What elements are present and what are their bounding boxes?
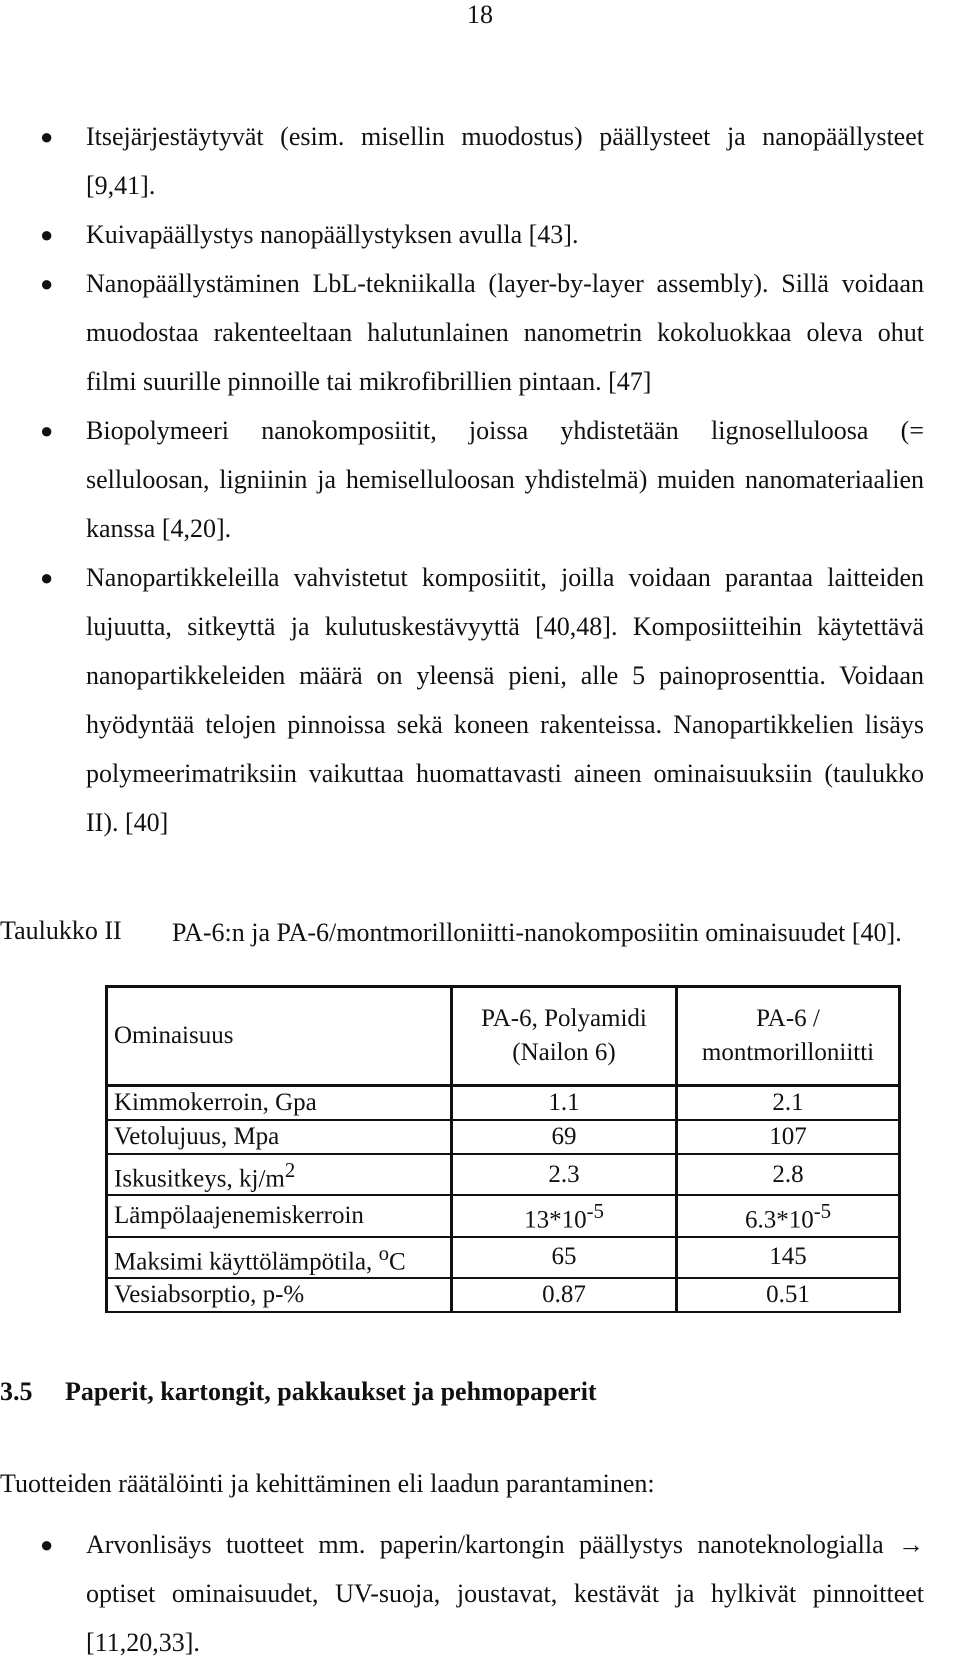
list-item-text: Biopolymeeri nanokomposiitit, joissa yhdistetään lignoselluloosa (= selluloosan, ligniinin ja hemiselluloosan yhdistelmä) muiden nanomateriaalien kanssa [4,20]. xyxy=(86,416,924,543)
cell-pa6-mmt: 145 xyxy=(677,1237,900,1278)
bullet-list xyxy=(38,112,924,847)
cell-pa6: 0.87 xyxy=(452,1278,677,1312)
cell-pa6: 69 xyxy=(452,1120,677,1154)
bullet-icon: ● xyxy=(40,124,54,149)
cell-pa6-mmt: 2.8 xyxy=(677,1154,900,1195)
cell-pa6-text: 13*10 xyxy=(524,1206,587,1234)
cell-pa6-mmt-sup: -5 xyxy=(813,1199,832,1224)
cell-pa6-sup: -5 xyxy=(586,1199,604,1224)
cell-property: Kimmokerroin, Gpa xyxy=(107,1086,452,1121)
table-row xyxy=(107,1120,900,1154)
list-item-text: Nanopäällystäminen LbL-tekniikalla (layer-by-layer assembly). Sillä voidaan muodostaa rakenteeltaan halutunlainen nanometrin kokoluokkaa oleva ohut filmi suurille pinnoille tai mikrofibrillien pintaan. [47] xyxy=(86,269,924,396)
list-item-text: Arvonlisäys tuotteet mm. paperin/kartongin päällystys nanoteknologialla → optiset ominaisuudet, UV-suoja, joustavat, kestävät ja hylkivät pinnoitteet [11,20,33]. xyxy=(86,1530,924,1657)
cell-pa6-mmt: 0.51 xyxy=(677,1278,900,1312)
section-number: 3.5 xyxy=(0,1377,33,1406)
table-header-row xyxy=(107,987,900,1086)
cell-pa6-mmt-text: 6.3*10 xyxy=(744,1206,814,1234)
bullet-list-2 xyxy=(38,1520,924,1667)
bullet-icon: ● xyxy=(40,418,54,443)
properties-table xyxy=(105,985,901,1313)
cell-property: Vesiabsorptio, p-% xyxy=(107,1278,452,1312)
cell-pa6-mmt: 107 xyxy=(677,1120,900,1154)
intro-paragraph: Tuotteiden räätälöinti ja kehittäminen eli laadun parantaminen: xyxy=(0,1469,655,1498)
cell-pa6-mmt xyxy=(677,1195,900,1236)
section-title: Paperit, kartongit, pakkaukset ja pehmopaperit xyxy=(65,1377,597,1406)
cell-property-tail: C xyxy=(388,1247,406,1275)
cell-property-sup: 2 xyxy=(284,1158,296,1182)
list-item-text: Itsejärjestäytyvät (esim. misellin muodostus) päällysteet ja nanopäällysteet [9,41]. xyxy=(86,122,924,200)
bullet-icon: ● xyxy=(40,565,54,590)
table-row xyxy=(107,1237,900,1278)
table-row xyxy=(107,1195,900,1236)
list-item xyxy=(38,553,924,847)
list-item xyxy=(38,259,924,406)
table-caption-label: Taulukko II xyxy=(0,916,122,945)
bullet-icon: ● xyxy=(40,1532,54,1557)
cell-pa6: 1.1 xyxy=(452,1086,677,1121)
header-pa6-mmt: PA-6 / montmorilloniitti xyxy=(677,987,900,1086)
list-item-text: Nanopartikkeleilla vahvistetut komposiitit, joilla voidaan parantaa laitteiden lujuutta, sitkeyttä ja kulutuskestävyyttä [40,48]. Komposiitteihin käytettävä nanopartikkeleiden määrä on yleensä pieni, alle 5 painoprosenttia. Voidaan hyödyntää telojen pinnoissa sekä koneen rakenteissa. Nanopartikkelien lisäys polymeerimatriksiin vaikuttaa huomattavasti aineen ominaisuuksiin (taulukko II). [40] xyxy=(86,563,924,837)
cell-pa6 xyxy=(452,1195,677,1236)
cell-property-text: Iskusitkeys, kj/m xyxy=(114,1165,285,1193)
list-item xyxy=(38,112,924,210)
header-pa6: PA-6, Polyamidi (Nailon 6) xyxy=(452,987,677,1086)
cell-pa6: 2.3 xyxy=(452,1154,677,1195)
section-heading xyxy=(0,1377,597,1407)
cell-property xyxy=(107,1154,452,1195)
cell-pa6: 65 xyxy=(452,1237,677,1278)
list-item xyxy=(38,1520,924,1667)
cell-pa6-mmt: 2.1 xyxy=(677,1086,900,1121)
bullet-icon: ● xyxy=(40,271,54,296)
bullet-icon: ● xyxy=(40,222,54,247)
cell-property-text: Maksimi käyttölämpötila, xyxy=(114,1247,379,1275)
cell-property: Vetolujuus, Mpa xyxy=(107,1120,452,1154)
cell-property xyxy=(107,1237,452,1278)
table-caption-text: PA-6:n ja PA-6/montmorilloniitti-nanokomposiitin ominaisuudet [40]. xyxy=(172,918,902,947)
cell-property-sup: o xyxy=(378,1240,389,1265)
table-row xyxy=(107,1086,900,1121)
list-item-text: Kuivapäällystys nanopäällystyksen avulla [43]. xyxy=(86,220,579,249)
page-number: 18 xyxy=(467,0,493,29)
list-item xyxy=(38,210,924,259)
cell-property: Lämpölaajenemiskerroin xyxy=(107,1195,452,1236)
list-item xyxy=(38,406,924,553)
header-property: Ominaisuus xyxy=(107,987,452,1086)
table-row xyxy=(107,1278,900,1312)
table-row xyxy=(107,1154,900,1195)
